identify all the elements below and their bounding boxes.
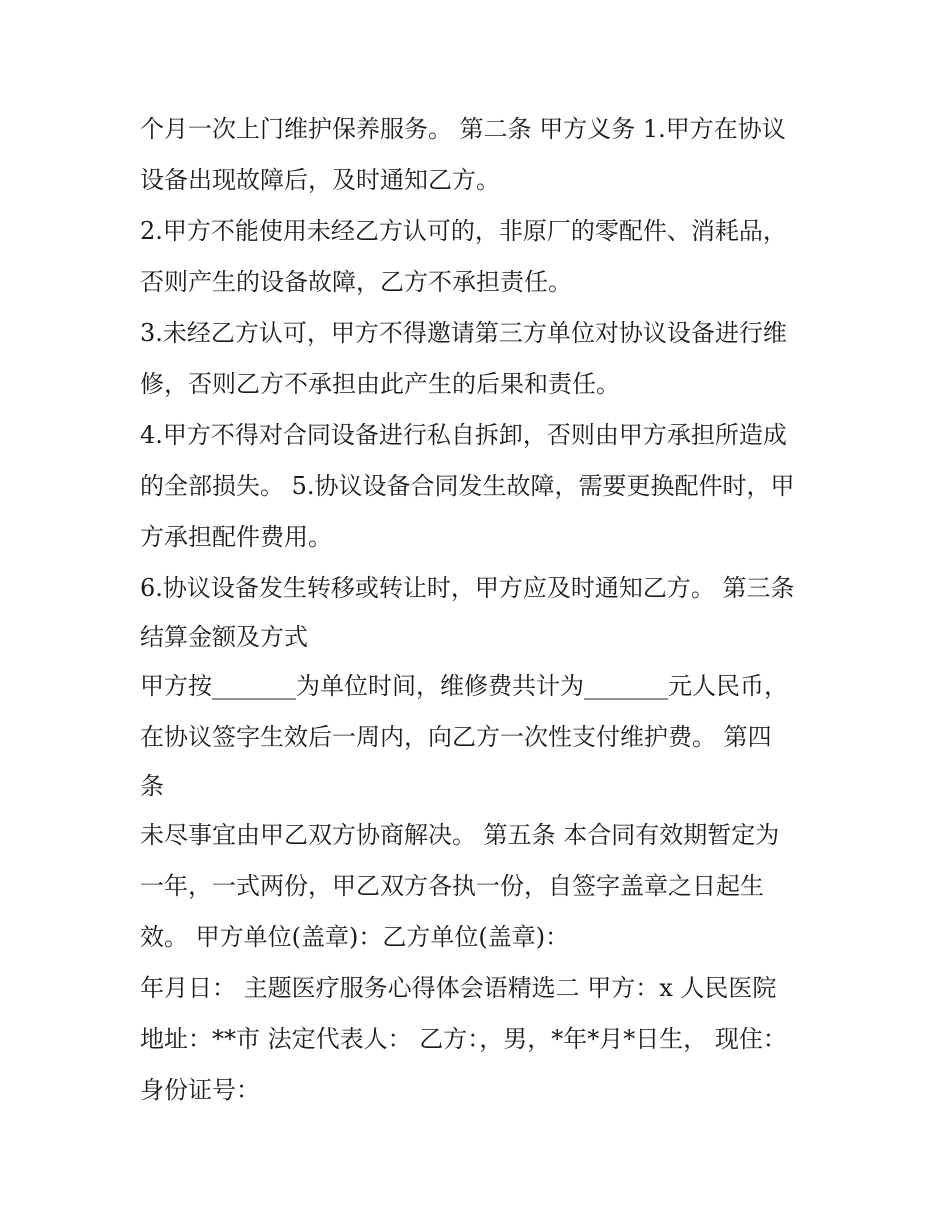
text-line: 的全部损失。 5.协议设备合同发生故障，需要更换配件时，甲 [140, 472, 795, 500]
text-line: 效。 甲方单位(盖章)：乙方单位(盖章)： [140, 923, 570, 951]
text-line: 结算金额及方式 [140, 623, 308, 651]
text-line: 条 [140, 772, 164, 800]
text-line: 否则产生的设备故障，乙方不承担责任。 [140, 268, 572, 296]
text-line: 在协议签字生效后一周内，向乙方一次性支付维护费。 第四 [140, 723, 772, 751]
text-line: 4.甲方不得对合同设备进行私自拆卸，否则由甲方承担所造成 [140, 421, 787, 449]
text-line: 2.甲方不能使用未经乙方认可的，非原厂的零配件、消耗品， [140, 217, 787, 245]
text-line: 设备出现故障后，及时通知乙方。 [140, 166, 500, 194]
text-line: 地址：**市 法定代表人： 乙方：，男，*年*月*日生， 现住： [140, 1025, 787, 1053]
text-line: 甲方按_______为单位时间，维修费共计为_______元人民币， [140, 672, 788, 700]
text-line: 6.协议设备发生转移或转让时，甲方应及时通知乙方。 第三条 [140, 574, 795, 602]
text-line: 个月一次上门维护保养服务。 第二条 甲方义务 1.甲方在协议 [140, 115, 786, 143]
document-body [140, 104, 820, 1116]
text-line: 一年，一式两份，甲乙双方各执一份，自签字盖章之日起生 [140, 872, 764, 900]
text-line: 年月日： 主题医疗服务心得体会语精选二 甲方：x 人民医院 [140, 974, 777, 1002]
text-line: 修，否则乙方不承担由此产生的后果和责任。 [140, 370, 620, 398]
text-line: 身份证号： [140, 1076, 260, 1104]
text-line: 未尽事宜由甲乙双方协商解决。 第五条 本合同有效期暂定为 [140, 821, 780, 849]
text-line: 3.未经乙方认可，甲方不得邀请第三方单位对协议设备进行维 [140, 319, 787, 347]
text-line: 方承担配件费用。 [140, 523, 332, 551]
